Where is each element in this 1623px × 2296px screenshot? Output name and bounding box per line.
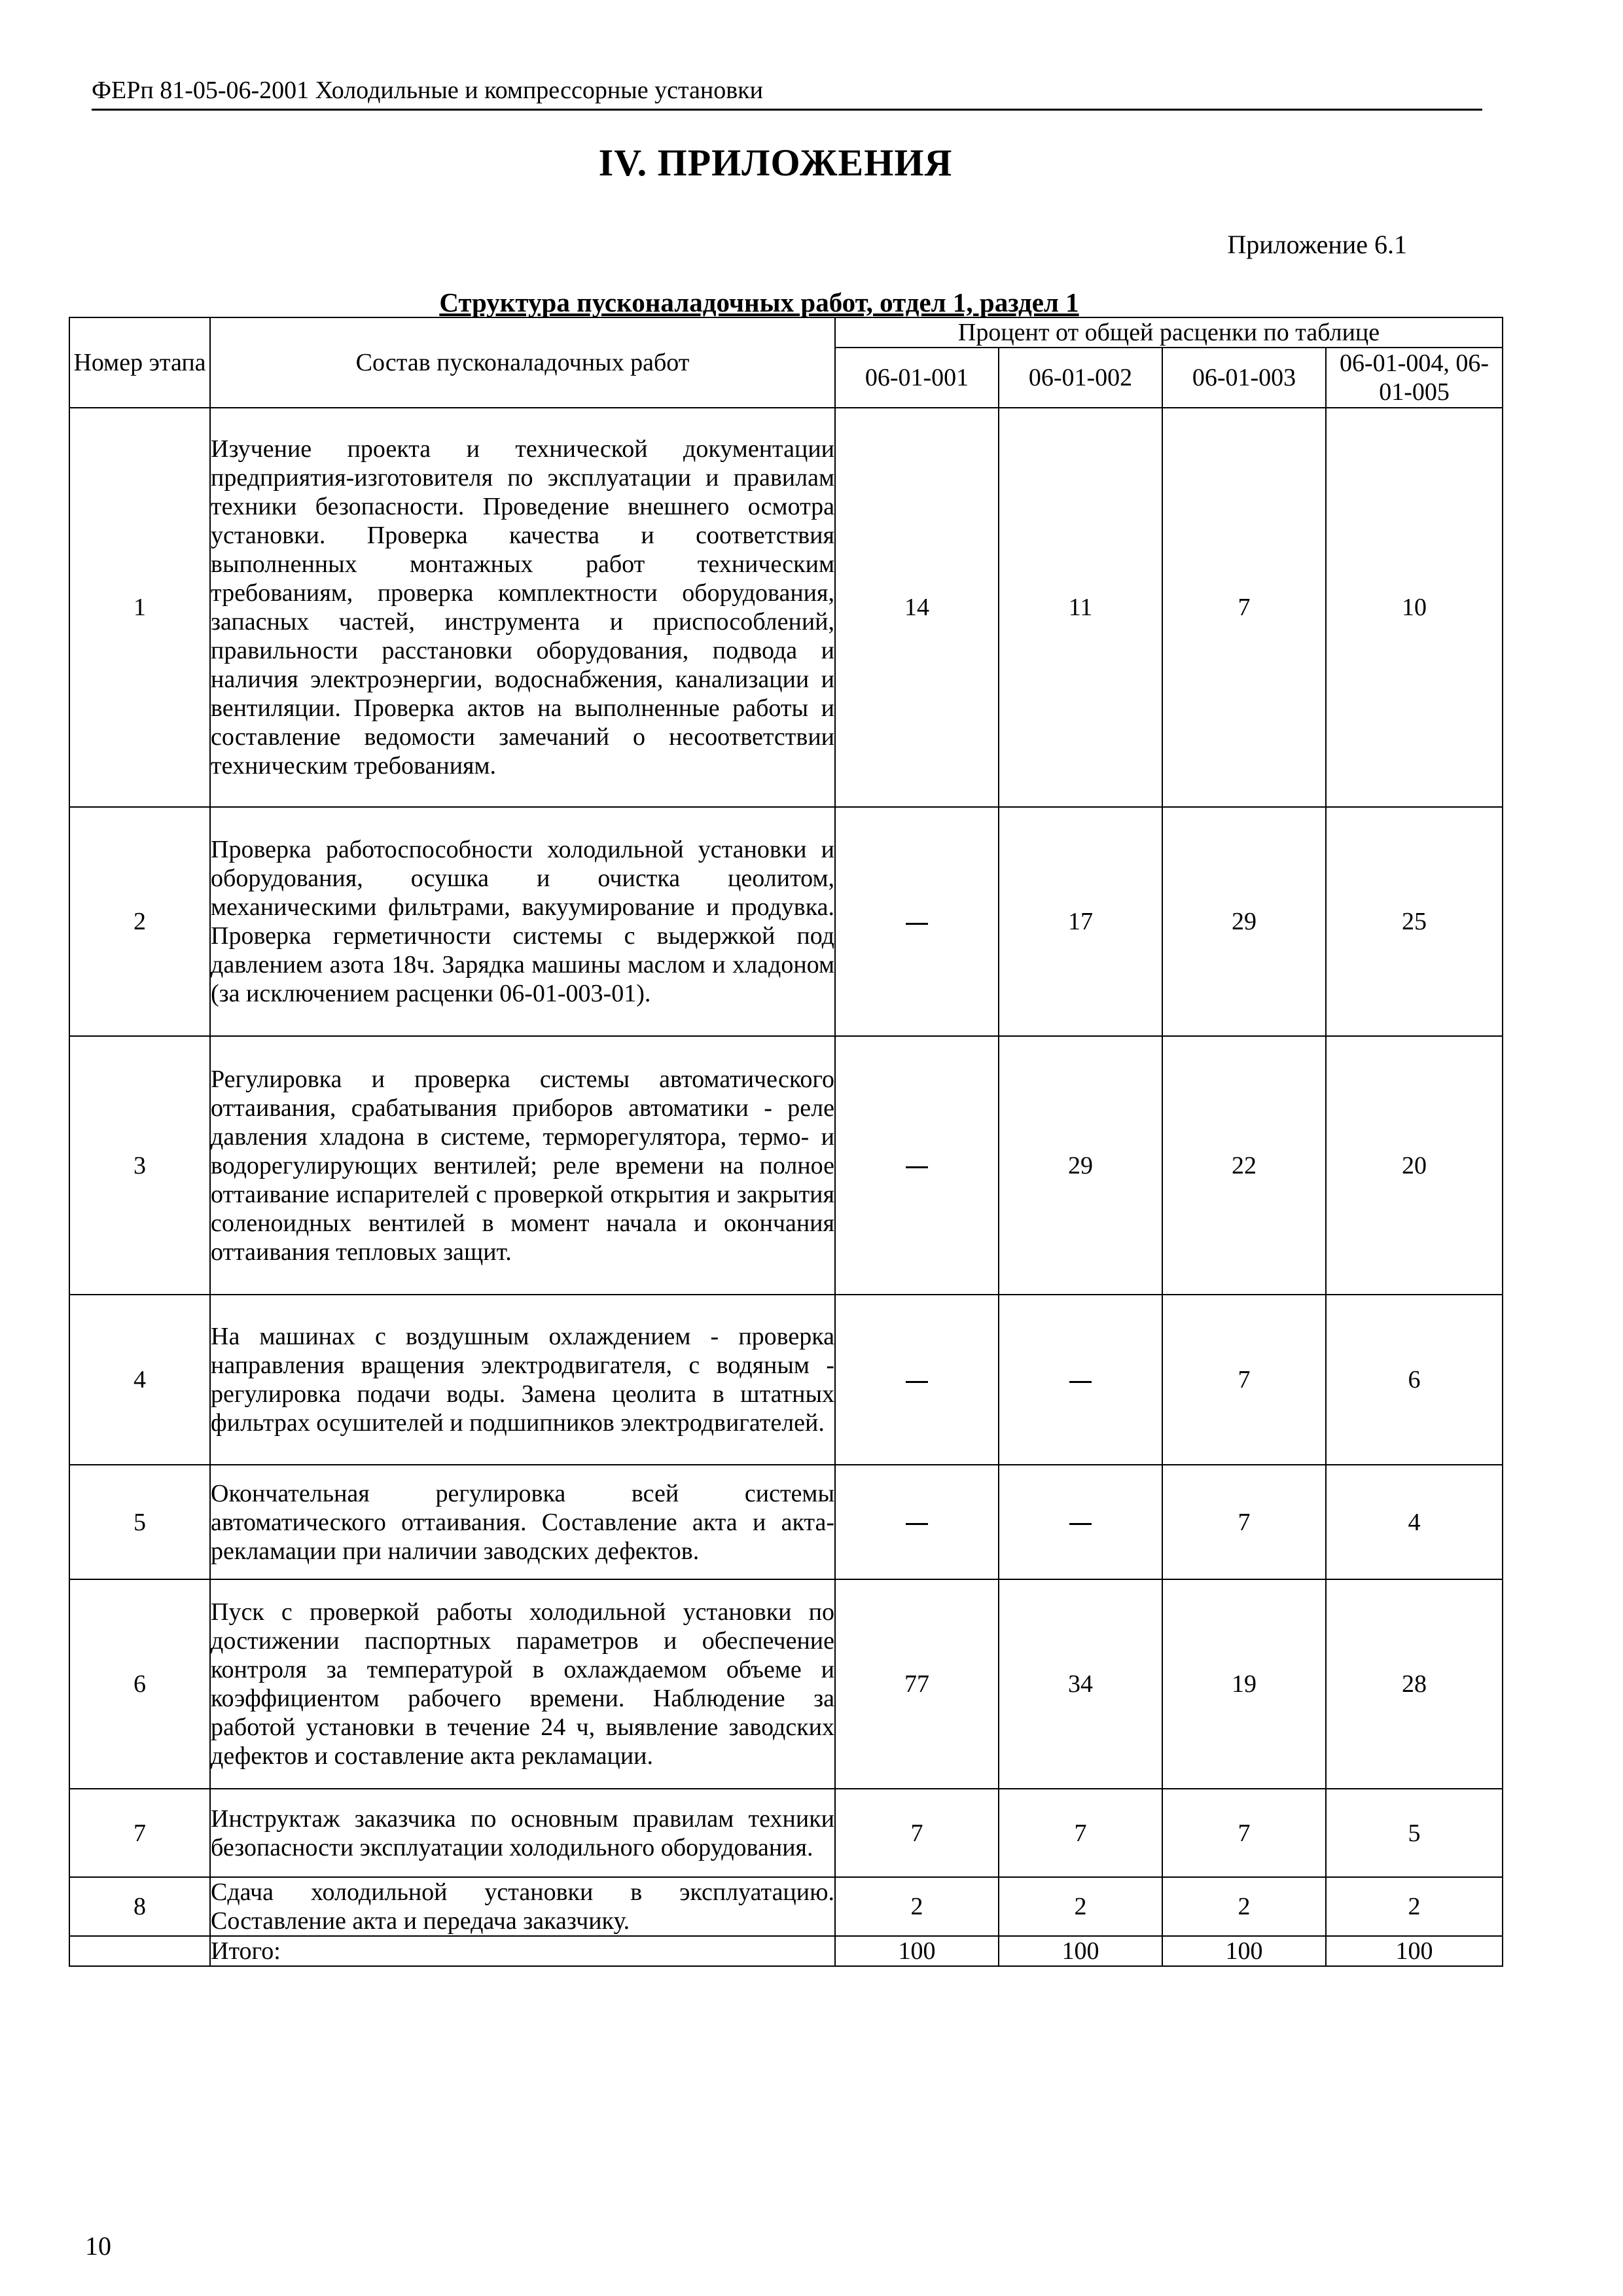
section-title: IV. ПРИЛОЖЕНИЯ — [598, 141, 953, 184]
percent-value: 7 — [835, 1789, 999, 1877]
percent-value: 7 — [1162, 408, 1326, 807]
dash-mark — [906, 1381, 928, 1383]
percent-value — [835, 1295, 999, 1465]
stage-description: Инструктаж заказчика по основным правилам техники безопасности эксплуатации холодильного оборудования. — [210, 1789, 835, 1877]
stage-number: 1 — [69, 408, 210, 807]
percent-value: 19 — [1162, 1579, 1326, 1789]
dash-mark — [906, 923, 928, 925]
total-value: 100 — [835, 1936, 999, 1966]
table-row — [69, 807, 1503, 1036]
percent-value: 29 — [1162, 807, 1326, 1036]
dash-mark — [906, 1166, 928, 1168]
percent-value — [835, 1465, 999, 1579]
stage-number: 5 — [69, 1465, 210, 1579]
stage-number: 8 — [69, 1877, 210, 1936]
percent-value: 20 — [1326, 1036, 1503, 1295]
percent-value: 5 — [1326, 1789, 1503, 1877]
percent-value: 6 — [1326, 1295, 1503, 1465]
table-row — [69, 1579, 1503, 1789]
table-row — [69, 408, 1503, 807]
percent-value: 7 — [1162, 1789, 1326, 1877]
dash-mark — [1069, 1381, 1092, 1383]
percent-value: 25 — [1326, 807, 1503, 1036]
percent-value: 2 — [1326, 1877, 1503, 1936]
stage-number: 4 — [69, 1295, 210, 1465]
header-stage-number: Номер этапа — [69, 317, 210, 408]
percent-value: 2 — [1162, 1877, 1326, 1936]
total-row — [69, 1936, 1503, 1966]
dash-mark — [906, 1523, 928, 1525]
header-code: 06-01-004, 06-01-005 — [1326, 348, 1503, 408]
total-value: 100 — [1162, 1936, 1326, 1966]
stage-description: Пуск с проверкой работы холодильной установки по достижении паспортных параметров и обеспечение контроля за температурой в охлаждаемом объеме и коэффициентом рабочего времени. Наблюдение за работой установки в течение 24 ч, выявление заводских дефектов и составление акта рекламации. — [210, 1579, 835, 1789]
table-row — [69, 1877, 1503, 1936]
percent-value: 7 — [1162, 1465, 1326, 1579]
header-code: 06-01-002 — [999, 348, 1162, 408]
percent-value: 2 — [999, 1877, 1162, 1936]
stage-description: На машинах с воздушным охлаждением - проверка направления вращения электродвигателя, с водяным - регулировка подачи воды. Замена цеолита в штатных фильтрах осушителей и подшипников электродвигателей. — [210, 1295, 835, 1465]
percent-value: 28 — [1326, 1579, 1503, 1789]
percent-value: 10 — [1326, 408, 1503, 807]
works-structure-table — [69, 317, 1503, 1967]
page-number: 10 — [85, 2231, 111, 2261]
stage-description: Проверка работоспособности холодильной установки и оборудования, осушка и очистка цеолитом, механическими фильтрами, вакуумирование и продувка. Проверка герметичности системы с выдержкой под давлением азота 18ч. Зарядка машины маслом и хладоном (за исключением расценки 06-01-003-01). — [210, 807, 835, 1036]
stage-description: Изучение проекта и технической документации предприятия-изготовителя по эксплуатации и правилам техники безопасности. Проведение внешнего осмотра установки. Проверка качества и соответствия выполненных монтажных работ техническим требованиям, проверка комплектности оборудования, запасных частей, инструмента и приспособлений, правильности расстановки оборудования, подвода и наличия электроэнергии, водоснабжения, канализации и вентиляции. Проверка актов на выполненные работы и составление ведомости замечаний о несоответствии техническим требованиям. — [210, 408, 835, 807]
percent-value: 34 — [999, 1579, 1162, 1789]
percent-value — [835, 1036, 999, 1295]
table-title: Структура пусконаладочных работ, отдел 1, раздел 1 — [439, 287, 1079, 317]
percent-value — [999, 1295, 1162, 1465]
percent-value: 2 — [835, 1877, 999, 1936]
percent-value: 29 — [999, 1036, 1162, 1295]
table-row — [69, 1295, 1503, 1465]
table-row — [69, 1465, 1503, 1579]
stage-description: Окончательная регулировка всей системы автоматического оттаивания. Составление акта и акта-рекламации при наличии заводских дефектов. — [210, 1465, 835, 1579]
appendix-label: Приложение 6.1 — [1227, 230, 1407, 259]
total-label: Итого: — [210, 1936, 835, 1966]
percent-value: 4 — [1326, 1465, 1503, 1579]
stage-number: 6 — [69, 1579, 210, 1789]
stage-number: 3 — [69, 1036, 210, 1295]
percent-value — [999, 1465, 1162, 1579]
stage-number: 2 — [69, 807, 210, 1036]
running-title: ФЕРп 81-05-06-2001 Холодильные и компрессорные установки — [92, 77, 763, 104]
header-composition: Состав пусконаладочных работ — [210, 317, 835, 408]
percent-value — [835, 807, 999, 1036]
total-empty-cell — [69, 1936, 210, 1966]
total-value: 100 — [1326, 1936, 1503, 1966]
table-row — [69, 1789, 1503, 1877]
header-code: 06-01-003 — [1162, 348, 1326, 408]
stage-number: 7 — [69, 1789, 210, 1877]
dash-mark — [1069, 1523, 1092, 1525]
percent-value: 7 — [1162, 1295, 1326, 1465]
running-header — [92, 77, 1482, 111]
total-value: 100 — [999, 1936, 1162, 1966]
percent-value: 14 — [835, 408, 999, 807]
stage-description: Сдача холодильной установки в эксплуатацию. Составление акта и передача заказчику. — [211, 1878, 834, 1935]
percent-value: 11 — [999, 408, 1162, 807]
stage-description: Регулировка и проверка системы автоматического оттаивания, срабатывания приборов автоматики - реле давления хладона в системе, терморегулятора, термо- и водорегулирующих вентилей; реле времени на полное оттаивание испарителей с проверкой открытия и закрытия соленоидных вентилей в момент начала и окончания оттаивания тепловых защит. — [210, 1036, 835, 1295]
percent-value: 7 — [999, 1789, 1162, 1877]
percent-value: 22 — [1162, 1036, 1326, 1295]
header-percent-group: Процент от общей расценки по таблице — [835, 317, 1503, 348]
percent-value: 17 — [999, 807, 1162, 1036]
header-code: 06-01-001 — [835, 348, 999, 408]
percent-value: 77 — [835, 1579, 999, 1789]
table-row — [69, 1036, 1503, 1295]
